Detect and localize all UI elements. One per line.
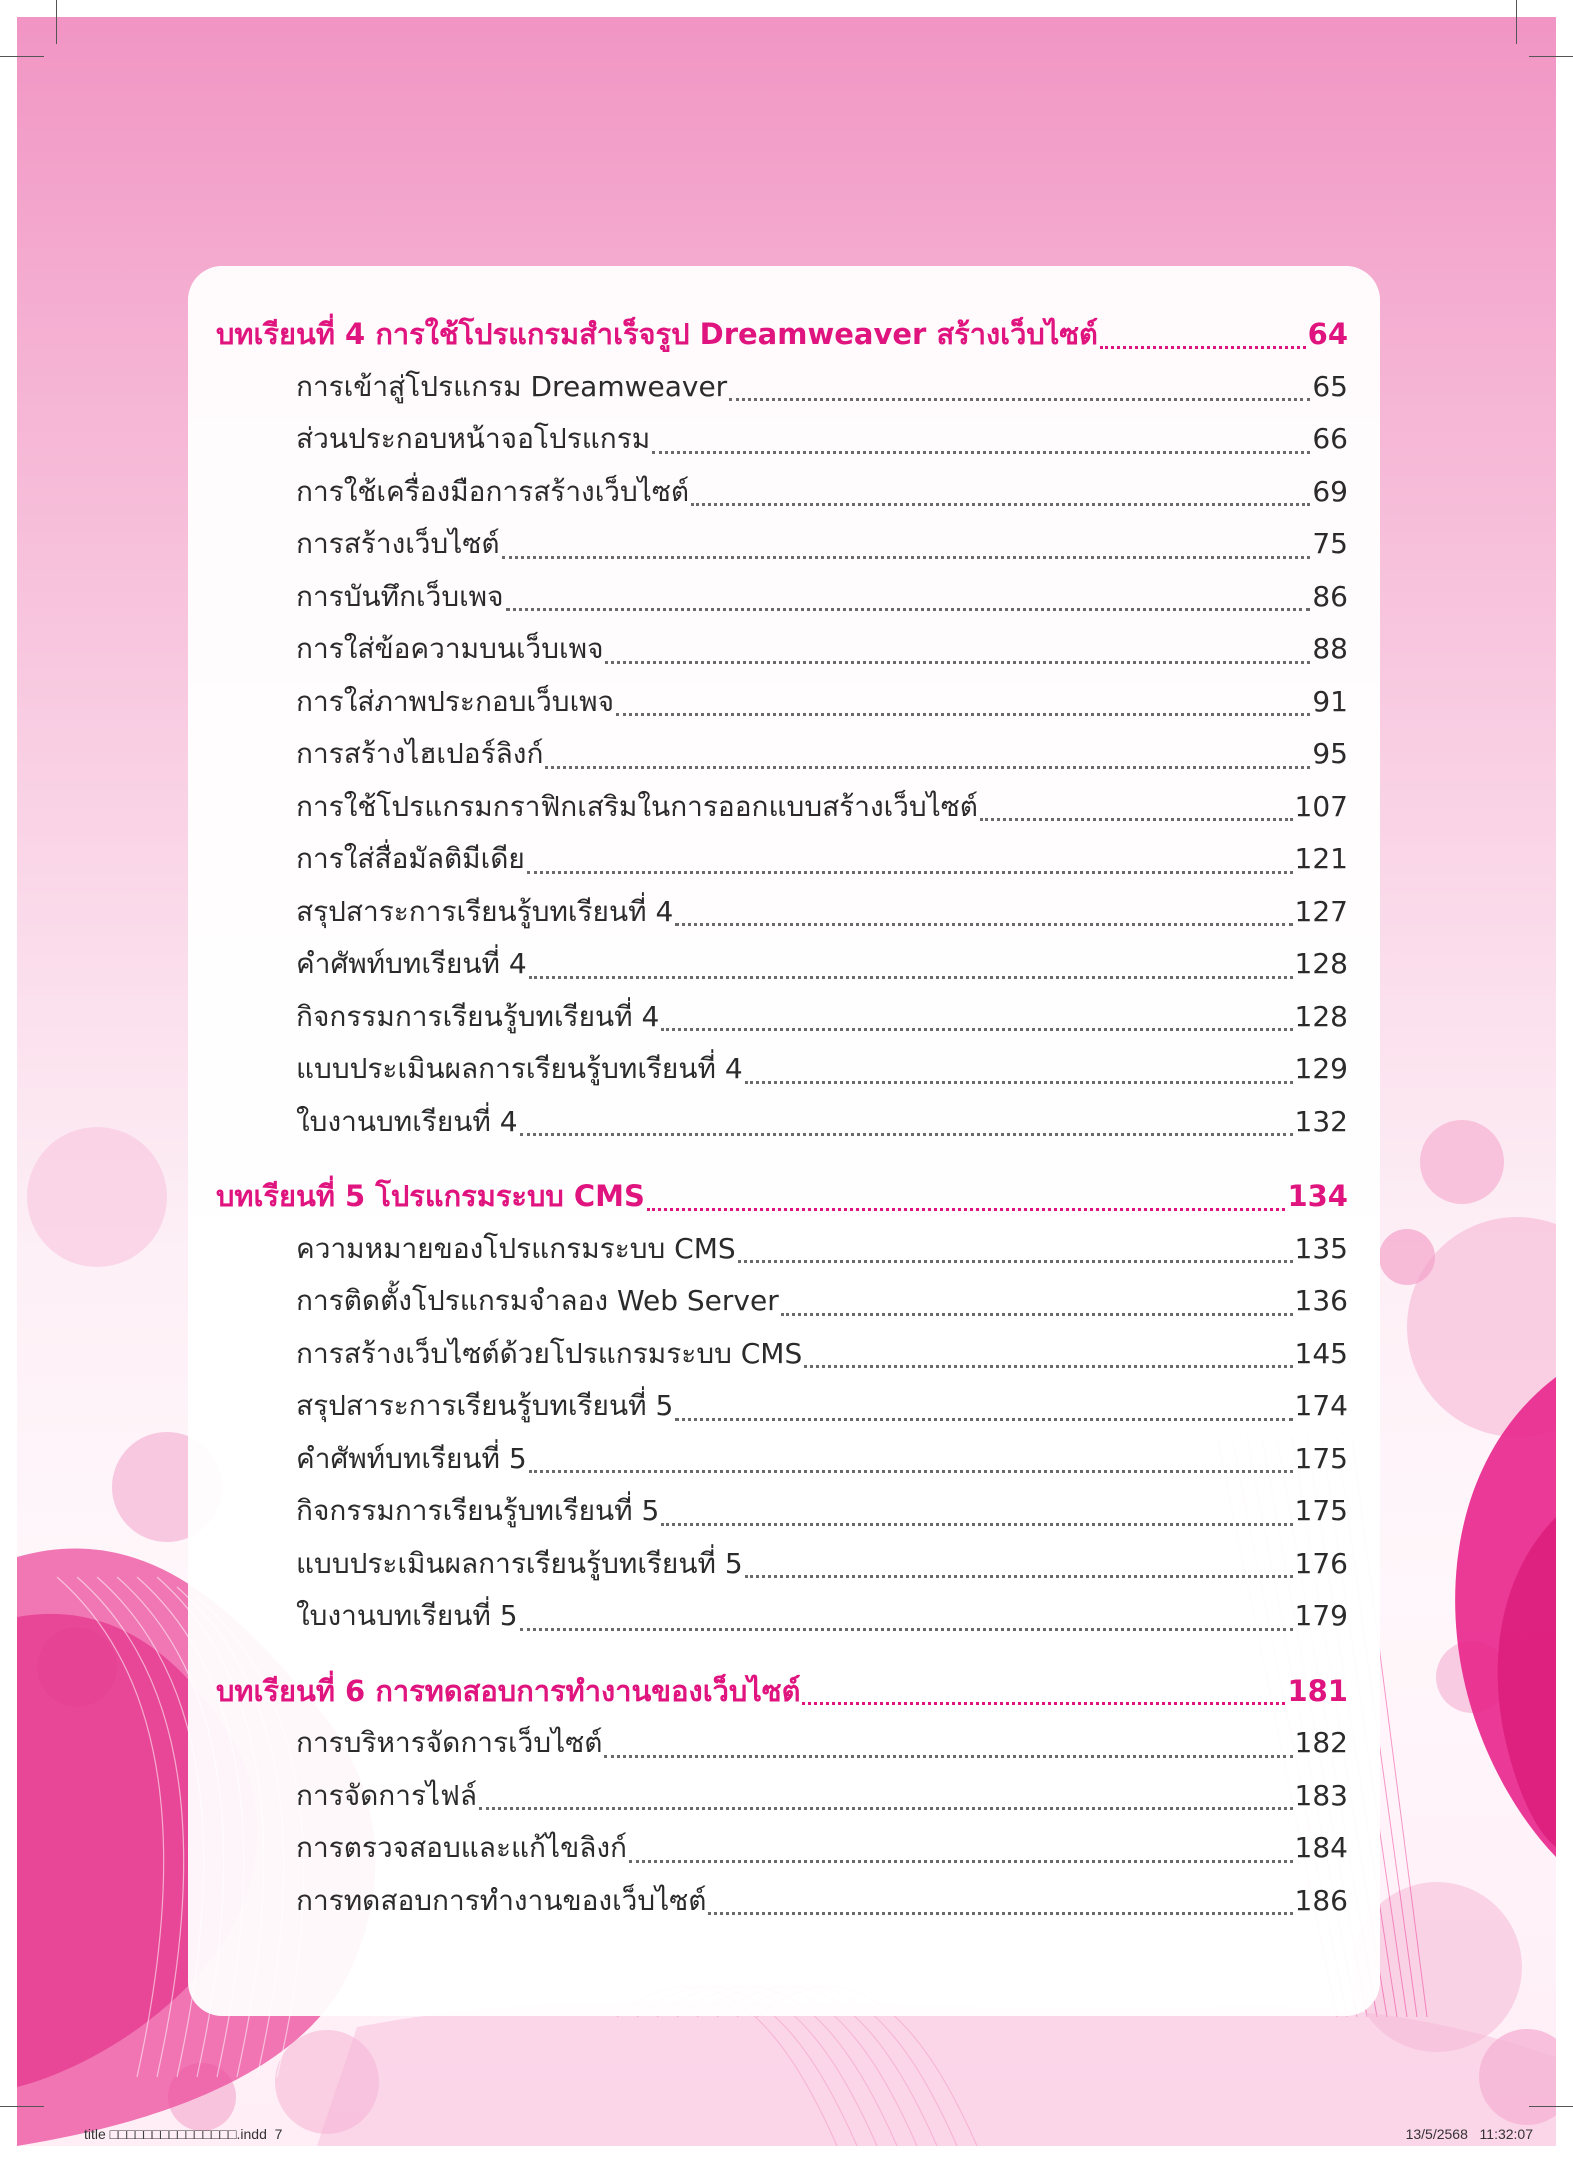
page-number: 132 xyxy=(1294,1104,1348,1138)
toc-entry[interactable]: การตรวจสอบและแก้ไขลิงก์ 184 xyxy=(216,1822,1348,1875)
dot-leader xyxy=(1100,346,1306,349)
dot-leader xyxy=(545,766,1310,769)
dot-leader xyxy=(647,1208,1286,1211)
toc-entry[interactable]: การติดตั้งโปรแกรมจำลอง Web Server 136 xyxy=(216,1275,1348,1328)
page-number: 121 xyxy=(1294,842,1348,875)
page-number: 134 xyxy=(1287,1179,1348,1213)
dot-leader xyxy=(616,713,1310,716)
dot-leader xyxy=(738,1260,1293,1263)
toc-entry[interactable]: การใช้เครื่องมือการสร้างเว็บไซต์ 69 xyxy=(216,466,1348,519)
crop-mark xyxy=(0,56,44,57)
page-number: 145 xyxy=(1294,1336,1348,1370)
toc-entry[interactable]: การสร้างไฮเปอร์ลิงก์ 95 xyxy=(216,728,1348,781)
dot-leader xyxy=(652,451,1310,454)
slug-page: 7 xyxy=(274,2126,283,2142)
page-number: 136 xyxy=(1294,1284,1348,1317)
toc-entry[interactable]: ส่วนประกอบหน้าจอโปรแกรม 66 xyxy=(216,413,1348,466)
slug-datetime: 13/5/2568 11:32:07 xyxy=(1405,2126,1533,2142)
page-number: 135 xyxy=(1294,1231,1348,1265)
toc-entry[interactable]: กิจกรรมการเรียนรู้บทเรียนที่ 5 175 xyxy=(216,1485,1348,1538)
toc-entry[interactable]: สรุปสาระการเรียนรู้บทเรียนที่ 4 127 xyxy=(216,886,1348,939)
toc-entry[interactable]: ใบงานบทเรียนที่ 4 132 xyxy=(216,1096,1348,1149)
page-number: 64 xyxy=(1307,317,1348,351)
toc-section-heading[interactable]: บทเรียนที่ 4 การใช้โปรแกรมสำเร็จรูป Dreamweaver สร้างเว็บไซต์ 64 xyxy=(216,308,1348,361)
page-number: 91 xyxy=(1312,684,1348,718)
page-number: 128 xyxy=(1294,999,1348,1033)
page-number: 175 xyxy=(1294,1494,1348,1527)
dot-leader xyxy=(802,1702,1285,1705)
page-number: 86 xyxy=(1312,579,1348,613)
dot-leader xyxy=(520,1133,1293,1136)
dot-leader xyxy=(781,1313,1293,1316)
dot-leader xyxy=(520,1628,1293,1631)
crop-mark xyxy=(1516,0,1517,44)
toc-entry[interactable]: คำศัพท์บทเรียนที่ 4 128 xyxy=(216,938,1348,991)
dot-leader xyxy=(675,923,1292,926)
dot-leader xyxy=(527,871,1293,874)
dot-leader xyxy=(980,818,1293,821)
page-number: 66 xyxy=(1312,422,1348,455)
page-number: 95 xyxy=(1312,737,1348,770)
toc-entry[interactable]: คำศัพท์บทเรียนที่ 5 175 xyxy=(216,1433,1348,1486)
toc-entry[interactable]: การเข้าสู่โปรแกรม Dreamweaver 65 xyxy=(216,361,1348,414)
toc-entry[interactable]: การบริหารจัดการเว็บไซต์ 182 xyxy=(216,1717,1348,1770)
toc-entry[interactable]: การใส่สื่อมัลติมีเดีย 121 xyxy=(216,833,1348,886)
page-number: 107 xyxy=(1294,789,1348,823)
page-number: 129 xyxy=(1294,1052,1348,1085)
page-number: 176 xyxy=(1294,1546,1348,1580)
dot-leader xyxy=(708,1912,1292,1915)
slug-file xyxy=(84,2126,282,2142)
toc-entry[interactable]: ใบงานบทเรียนที่ 5 179 xyxy=(216,1590,1348,1643)
page-number: 128 xyxy=(1294,947,1348,980)
dot-leader xyxy=(661,1028,1292,1031)
toc-entry[interactable]: การจัดการไฟล์ 183 xyxy=(216,1770,1348,1823)
page-number: 65 xyxy=(1312,369,1348,403)
page-number: 88 xyxy=(1312,632,1348,665)
toc-entry[interactable]: การสร้างเว็บไซต์ 75 xyxy=(216,518,1348,571)
toc-section-heading[interactable]: บทเรียนที่ 5 โปรแกรมระบบ CMS 134 xyxy=(216,1170,1348,1223)
crop-mark xyxy=(1529,56,1573,57)
toc-entry[interactable]: การทดสอบการทำงานของเว็บไซต์ 186 xyxy=(216,1875,1348,1928)
toc-entry[interactable]: การสร้างเว็บไซต์ด้วยโปรแกรมระบบ CMS 145 xyxy=(216,1328,1348,1381)
table-of-contents xyxy=(216,308,1348,1927)
dot-leader xyxy=(661,1523,1292,1526)
toc-entry[interactable]: การใส่ภาพประกอบเว็บเพจ 91 xyxy=(216,676,1348,729)
dot-leader xyxy=(604,1755,1292,1758)
dot-leader xyxy=(629,1860,1293,1863)
toc-entry[interactable]: สรุปสาระการเรียนรู้บทเรียนที่ 5 174 xyxy=(216,1380,1348,1433)
page-number: 179 xyxy=(1294,1599,1348,1632)
page-number: 183 xyxy=(1294,1778,1348,1812)
page-number: 186 xyxy=(1294,1883,1348,1917)
dot-leader xyxy=(691,503,1310,506)
crop-mark xyxy=(1529,2106,1573,2107)
dot-leader xyxy=(479,1807,1292,1810)
toc-entry[interactable]: การใส่ข้อความบนเว็บเพจ 88 xyxy=(216,623,1348,676)
toc-entry[interactable]: การใช้โปรแกรมกราฟิกเสริมในการออกแบบสร้างเว็บไซต์ 107 xyxy=(216,781,1348,834)
dot-leader xyxy=(605,661,1310,664)
page-number: 182 xyxy=(1294,1726,1348,1759)
page-number: 181 xyxy=(1287,1673,1348,1708)
page-number: 174 xyxy=(1294,1389,1348,1422)
dot-leader xyxy=(745,1081,1293,1084)
dot-leader xyxy=(729,398,1310,401)
toc-entry[interactable]: ความหมายของโปรแกรมระบบ CMS 135 xyxy=(216,1223,1348,1276)
toc-section-heading[interactable]: บทเรียนที่ 6 การทดสอบการทำงานของเว็บไซต์ 181 xyxy=(216,1665,1348,1718)
dot-leader xyxy=(529,976,1293,979)
page-number: 127 xyxy=(1294,894,1348,928)
crop-mark xyxy=(0,2106,44,2107)
dot-leader xyxy=(506,608,1311,611)
toc-entry[interactable]: แบบประเมินผลการเรียนรู้บทเรียนที่ 4 129 xyxy=(216,1043,1348,1096)
page-number: 184 xyxy=(1294,1831,1348,1864)
page-number: 69 xyxy=(1312,474,1348,508)
toc-entry[interactable]: การบันทึกเว็บเพจ 86 xyxy=(216,571,1348,624)
page-number: 75 xyxy=(1312,527,1348,560)
dot-leader xyxy=(675,1418,1292,1421)
crop-mark xyxy=(56,0,57,44)
toc-entry[interactable]: แบบประเมินผลการเรียนรู้บทเรียนที่ 5 176 xyxy=(216,1538,1348,1591)
slug-filename: title □□□□□□□□□□□□□□□.indd xyxy=(84,2126,267,2142)
dot-leader xyxy=(529,1470,1293,1473)
dot-leader xyxy=(804,1365,1292,1368)
dot-leader xyxy=(745,1575,1293,1578)
dot-leader xyxy=(502,556,1311,559)
page-number: 175 xyxy=(1294,1441,1348,1475)
toc-entry[interactable]: กิจกรรมการเรียนรู้บทเรียนที่ 4 128 xyxy=(216,991,1348,1044)
